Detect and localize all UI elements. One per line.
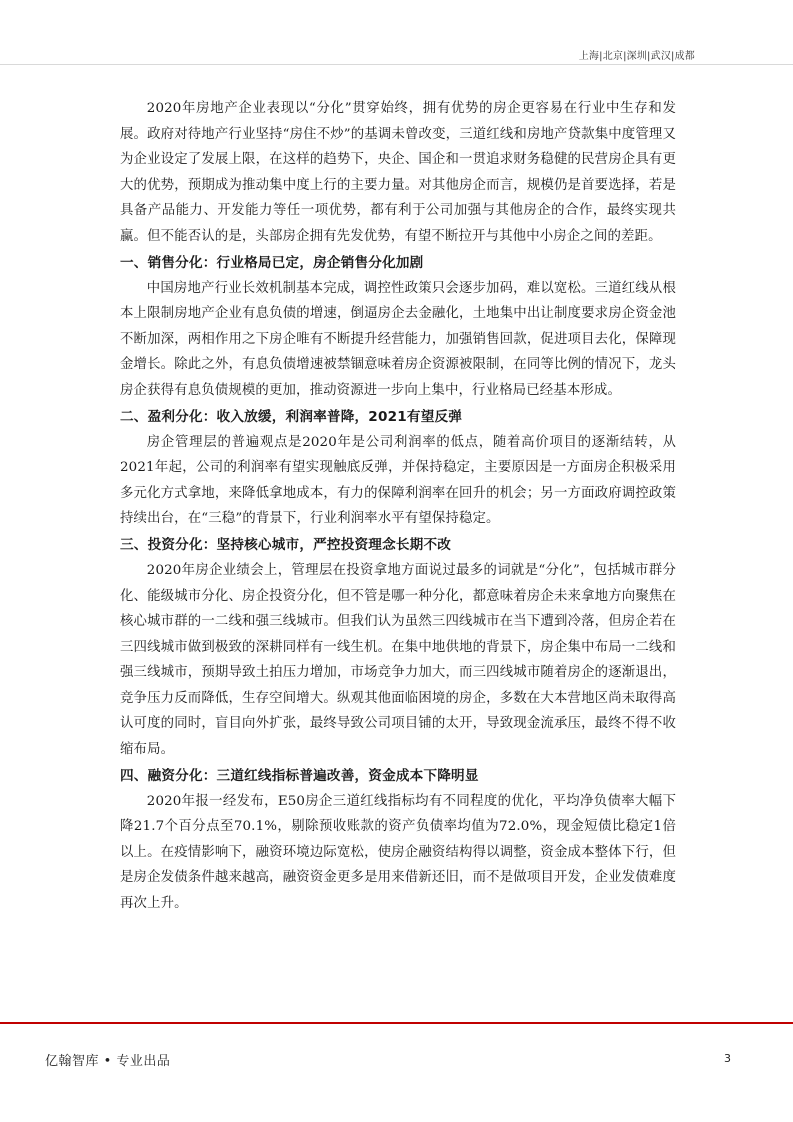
section-text-sales: 中国房地产行业长效机制基本完成，调控性政策只会逐步加码，难以宽松。三道红线从根本上限制房地产企业有息负债的增速，倒逼房企去金融化，土地集中出让制度要求房企资金池不断加深，两相作用之下房企唯有不断提升经营能力，加强销售回款，促进项目去化，保障现金增长。除此之外，有息负债增速被禁锢意味着房企资源被限制，在同等比例的情况下，龙头房企获得有息负债规模的更加，推动资源进一步向上集中，行业格局已经基本形成。 bbox=[120, 280, 676, 398]
page-number: 3 bbox=[724, 1052, 731, 1065]
section-heading-profit: 二、盈利分化：收入放缓，利润率普降，2021有望反弹 bbox=[120, 408, 463, 425]
footer-divider bbox=[0, 1022, 793, 1024]
article-body bbox=[120, 96, 676, 917]
section-text-profit: 房企管理层的普遍观点是2020年是公司利润率的低点，随着高价项目的逐渐结转，从2021年起，公司的利润率有望实现触底反弹，并保持稳定，主要原因是一方面房企积极采用多元化方式拿地，来降低拿地成本，有力的保障利润率在回升的机会；另一方面政府调控政策持续出台，在“三稳”的背景下，行业利润率水平有望保持稳定。 bbox=[120, 434, 676, 527]
section-heading-investment: 三、投资分化：坚持核心城市，严控投资理念长期不改 bbox=[120, 536, 452, 553]
header-divider bbox=[0, 64, 793, 65]
section-text-investment: 2020年房企业绩会上，管理层在投资拿地方面说过最多的词就是“分化”，包括城市群分化、能级城市分化、房企投资分化，但不管是哪一种分化，都意味着房企未来拿地方向聚焦在核心城市群的一二线和强三线城市。但我们认为虽然三四线城市在当下遭到冷落，但房企若在三四线城市做到极致的深耕同样有一线生机。在集中地供地的背景下，房企集中布局一二线和强三线城市，预期导致土拍压力增加，市场竞争力加大，而三四线城市随着房企的逐渐退出，竞争压力反而降低，生存空间增大。纵观其他面临困境的房企，多数在大本营地区尚未取得高认可度的同时，盲目向外扩张，最终导致公司项目铺的太开，导致现金流承压，最终不得不收缩布局。 bbox=[120, 562, 676, 758]
header-cities: 上海|北京|深圳|武汉|成都 bbox=[578, 51, 695, 62]
intro-paragraph: 2020年房地产企业表现以“分化”贯穿始终，拥有优势的房企更容易在行业中生存和发展。政府对待地产行业坚持“房住不炒”的基调未曾改变，三道红线和房地产贷款集中度管理又为企业设定了发展上限，在这样的趋势下，央企、国企和一贯追求财务稳健的民营房企具有更大的优势，预期成为推动集中度上行的主要力量。对其他房企而言，规模仍是首要选择，若是具备产品能力、开发能力等任一项优势，都有利于公司加强与其他房企的合作，最终实现共赢。但不能否认的是，头部房企拥有先发优势，有望不断拉开与其他中小房企之间的差距。 bbox=[120, 101, 676, 244]
section-text-financing: 2020年报一经发布，E50房企三道红线指标均有不同程度的优化，平均净负债率大幅下降21.7个百分点至70.1%，剔除预收账款的资产负债率均值为72.0%，现金短债比稳定1倍以上。在疫情影响下，融资环境边际宽松，使房企融资结构得以调整，资金成本整体下行，但是房企发债条件越来越高，融资资金更多是用来借新还旧，而不是做项目开发，企业发债难度再次上升。 bbox=[120, 793, 676, 912]
section-heading-financing: 四、融资分化：三道红线指标普遍改善，资金成本下降明显 bbox=[120, 767, 479, 784]
footer-brand: 亿翰智库 • 专业出品 bbox=[45, 1054, 171, 1069]
section-heading-sales: 一、销售分化：行业格局已定，房企销售分化加剧 bbox=[120, 254, 424, 271]
